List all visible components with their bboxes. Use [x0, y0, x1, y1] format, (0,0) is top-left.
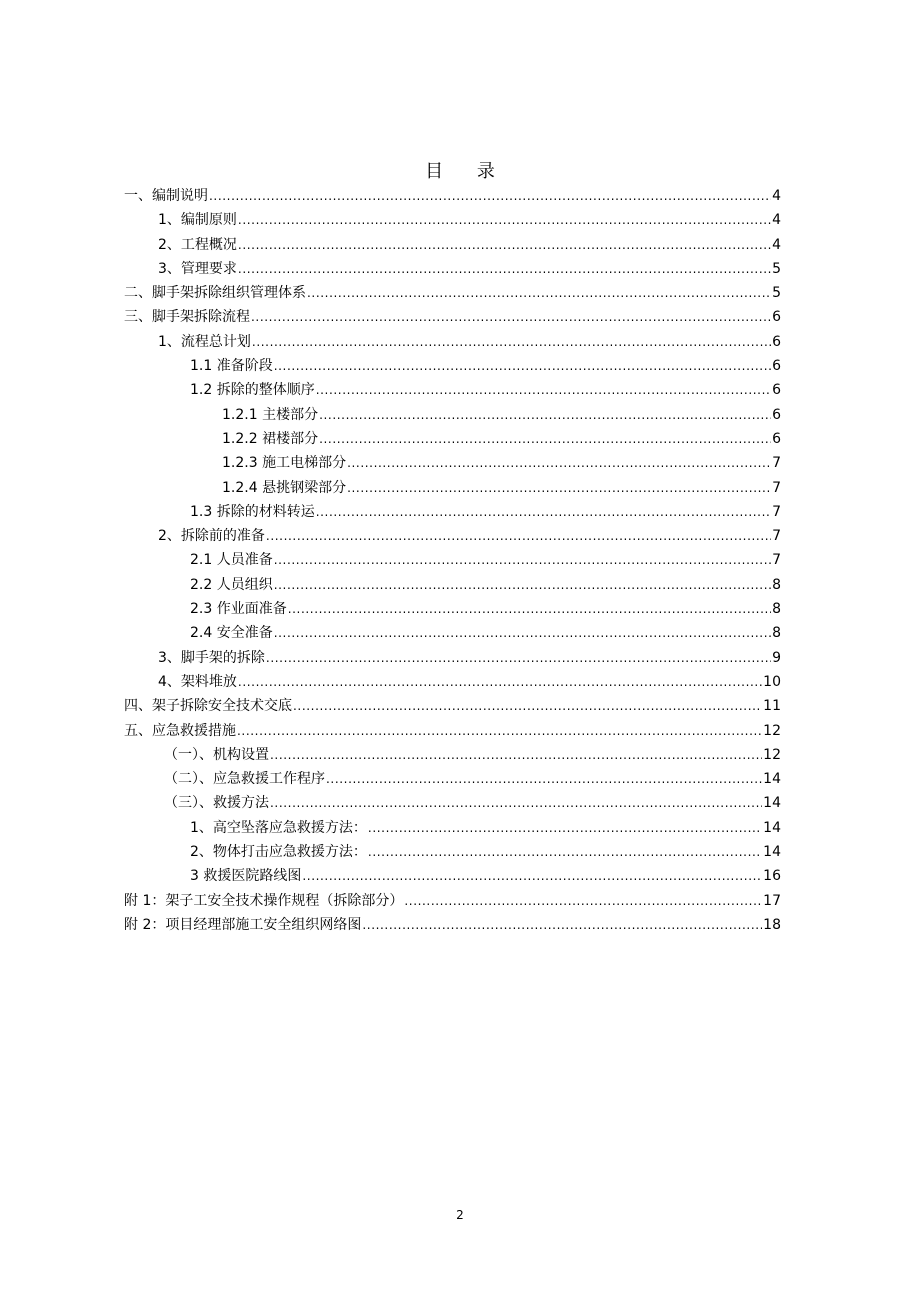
- toc-entry-page: 7: [772, 455, 781, 472]
- toc-entry[interactable]: [124, 500, 781, 524]
- toc-entry-page: 14: [763, 844, 781, 861]
- toc-dot-leader: [238, 233, 771, 257]
- toc-entry-label: 1、高空坠落应急救援方法：: [190, 819, 367, 836]
- toc-entry-page: 7: [772, 503, 781, 520]
- toc-dot-leader: [274, 621, 771, 645]
- toc-dot-leader: [347, 451, 771, 475]
- toc-entry-page: 18: [763, 916, 781, 933]
- toc-entry[interactable]: [124, 330, 781, 354]
- toc-entry-page: 7: [772, 528, 781, 545]
- toc-title: 目 录: [425, 161, 509, 182]
- toc-entry[interactable]: [124, 646, 781, 670]
- toc-dot-leader: [266, 524, 771, 548]
- toc-entry-label: 1.2.2 裙楼部分: [222, 430, 319, 447]
- toc-entry-label: 三、脚手架拆除流程: [124, 309, 250, 326]
- toc-dot-leader: [252, 330, 771, 354]
- toc-entry[interactable]: [124, 378, 781, 402]
- toc-entry-page: 11: [763, 698, 781, 715]
- toc-dot-leader: [266, 646, 771, 670]
- toc-entry[interactable]: [124, 791, 781, 815]
- toc-dot-leader: [238, 208, 771, 232]
- toc-entry-page: 14: [763, 771, 781, 788]
- toc-entry[interactable]: [124, 670, 781, 694]
- toc-entry-page: 8: [772, 625, 781, 642]
- toc-entry[interactable]: [124, 719, 781, 743]
- toc-dot-leader: [209, 184, 771, 208]
- toc-entry-label: 1.2 拆除的整体顺序: [190, 382, 315, 399]
- toc-dot-leader: [274, 354, 771, 378]
- toc-entry[interactable]: [124, 864, 781, 888]
- toc-entry-label: 1.2.4 悬挑钢梁部分: [222, 479, 347, 496]
- toc-entry-page: 6: [772, 382, 781, 399]
- toc-entry-page: 5: [772, 285, 781, 302]
- toc-entry[interactable]: [124, 257, 781, 281]
- toc-entry-label: 3 救援医院路线图: [190, 868, 302, 885]
- toc-entry[interactable]: [124, 597, 781, 621]
- toc-entry[interactable]: [124, 548, 781, 572]
- toc-dot-leader: [316, 500, 771, 524]
- toc-entry[interactable]: [124, 573, 781, 597]
- toc-entry-label: 1、编制原则: [158, 212, 237, 229]
- toc-dot-leader: [274, 548, 771, 572]
- toc-dot-leader: [237, 719, 762, 743]
- toc-entry[interactable]: [124, 816, 781, 840]
- toc-dot-leader: [293, 694, 762, 718]
- toc-entry-page: 7: [772, 552, 781, 569]
- toc-entry[interactable]: [124, 767, 781, 791]
- toc-entry-label: 2.1 人员准备: [190, 552, 273, 569]
- toc-entry-label: 附 2：项目经理部施工安全组织网络图: [124, 916, 362, 933]
- toc-entry[interactable]: [124, 889, 781, 913]
- toc-dot-leader: [270, 743, 762, 767]
- toc-dot-leader: [319, 427, 771, 451]
- toc-entry-label: （一）、机构设置: [164, 746, 269, 763]
- toc-entry-page: 6: [772, 406, 781, 423]
- toc-dot-leader: [307, 281, 771, 305]
- toc-entry-page: 12: [763, 722, 781, 739]
- toc-entry-page: 6: [772, 309, 781, 326]
- toc-entry-label: 1、流程总计划: [158, 333, 251, 350]
- toc-entry[interactable]: [124, 354, 781, 378]
- toc-entry-label: 二、脚手架拆除组织管理体系: [124, 285, 306, 302]
- toc-entry-page: 17: [763, 892, 781, 909]
- toc-dot-leader: [368, 816, 762, 840]
- toc-dot-leader: [288, 597, 771, 621]
- toc-entry[interactable]: [124, 476, 781, 500]
- toc-entry-page: 7: [772, 479, 781, 496]
- toc-entry-page: 12: [763, 746, 781, 763]
- toc-dot-leader: [368, 840, 762, 864]
- toc-dot-leader: [238, 670, 762, 694]
- toc-entry-label: 4、架料堆放: [158, 673, 237, 690]
- toc-dot-leader: [404, 889, 762, 913]
- toc-entry-page: 6: [772, 358, 781, 375]
- toc-entry-page: 6: [772, 333, 781, 350]
- toc-dot-leader: [251, 305, 771, 329]
- toc-dot-leader: [316, 378, 771, 402]
- table-of-contents: [124, 184, 781, 937]
- toc-dot-leader: [326, 767, 762, 791]
- toc-entry-label: 2、工程概况: [158, 236, 237, 253]
- toc-dot-leader: [319, 403, 771, 427]
- toc-dot-leader: [274, 573, 771, 597]
- toc-entry-label: 3、管理要求: [158, 260, 237, 277]
- toc-entry-label: （三）、救援方法: [164, 795, 269, 812]
- toc-entry-page: 14: [763, 795, 781, 812]
- toc-entry-page: 4: [772, 212, 781, 229]
- toc-entry-page: 5: [772, 260, 781, 277]
- toc-entry-page: 6: [772, 430, 781, 447]
- toc-entry[interactable]: [124, 208, 781, 232]
- toc-entry-label: 2.3 作业面准备: [190, 601, 287, 618]
- toc-entry-label: 1.2.3 施工电梯部分: [222, 455, 347, 472]
- toc-entry[interactable]: [124, 913, 781, 937]
- toc-entry-label: 附 1：架子工安全技术操作规程（拆除部分）: [124, 892, 404, 909]
- toc-entry[interactable]: [124, 621, 781, 645]
- toc-entry-label: （二）、应急救援工作程序: [164, 771, 325, 788]
- page-number: 2: [456, 1208, 464, 1222]
- toc-entry[interactable]: [124, 305, 781, 329]
- toc-entry-label: 2、拆除前的准备: [158, 528, 265, 545]
- toc-entry-page: 4: [772, 236, 781, 253]
- toc-entry-label: 2、物体打击应急救援方法：: [190, 844, 367, 861]
- toc-entry[interactable]: [124, 743, 781, 767]
- toc-entry[interactable]: [124, 694, 781, 718]
- toc-entry-page: 9: [772, 649, 781, 666]
- toc-dot-leader: [238, 257, 771, 281]
- toc-entry-page: 10: [763, 673, 781, 690]
- toc-entry-page: 8: [772, 601, 781, 618]
- toc-entry[interactable]: [124, 427, 781, 451]
- toc-entry-page: 4: [772, 188, 781, 204]
- toc-entry[interactable]: [124, 184, 781, 208]
- toc-entry-label: 1.2.1 主楼部分: [222, 406, 319, 423]
- toc-entry-label: 五、应急救援措施: [124, 722, 236, 739]
- toc-entry-label: 一、编制说明: [124, 188, 208, 204]
- toc-dot-leader: [270, 791, 762, 815]
- toc-entry[interactable]: [124, 281, 781, 305]
- toc-entry-page: 8: [772, 576, 781, 593]
- toc-entry-label: 四、架子拆除安全技术交底: [124, 698, 292, 715]
- toc-entry-label: 2.2 人员组织: [190, 576, 273, 593]
- toc-dot-leader: [302, 864, 762, 888]
- toc-entry[interactable]: [124, 403, 781, 427]
- toc-entry-label: 2.4 安全准备: [190, 625, 273, 642]
- toc-entry-page: 14: [763, 819, 781, 836]
- toc-entry[interactable]: [124, 524, 781, 548]
- toc-entry-label: 3、脚手架的拆除: [158, 649, 265, 666]
- toc-entry-page: 16: [763, 868, 781, 885]
- toc-entry-label: 1.3 拆除的材料转运: [190, 503, 315, 520]
- toc-entry[interactable]: [124, 451, 781, 475]
- toc-entry[interactable]: [124, 233, 781, 257]
- toc-dot-leader: [362, 913, 762, 937]
- toc-dot-leader: [347, 476, 771, 500]
- toc-entry-label: 1.1 准备阶段: [190, 358, 273, 375]
- toc-entry[interactable]: [124, 840, 781, 864]
